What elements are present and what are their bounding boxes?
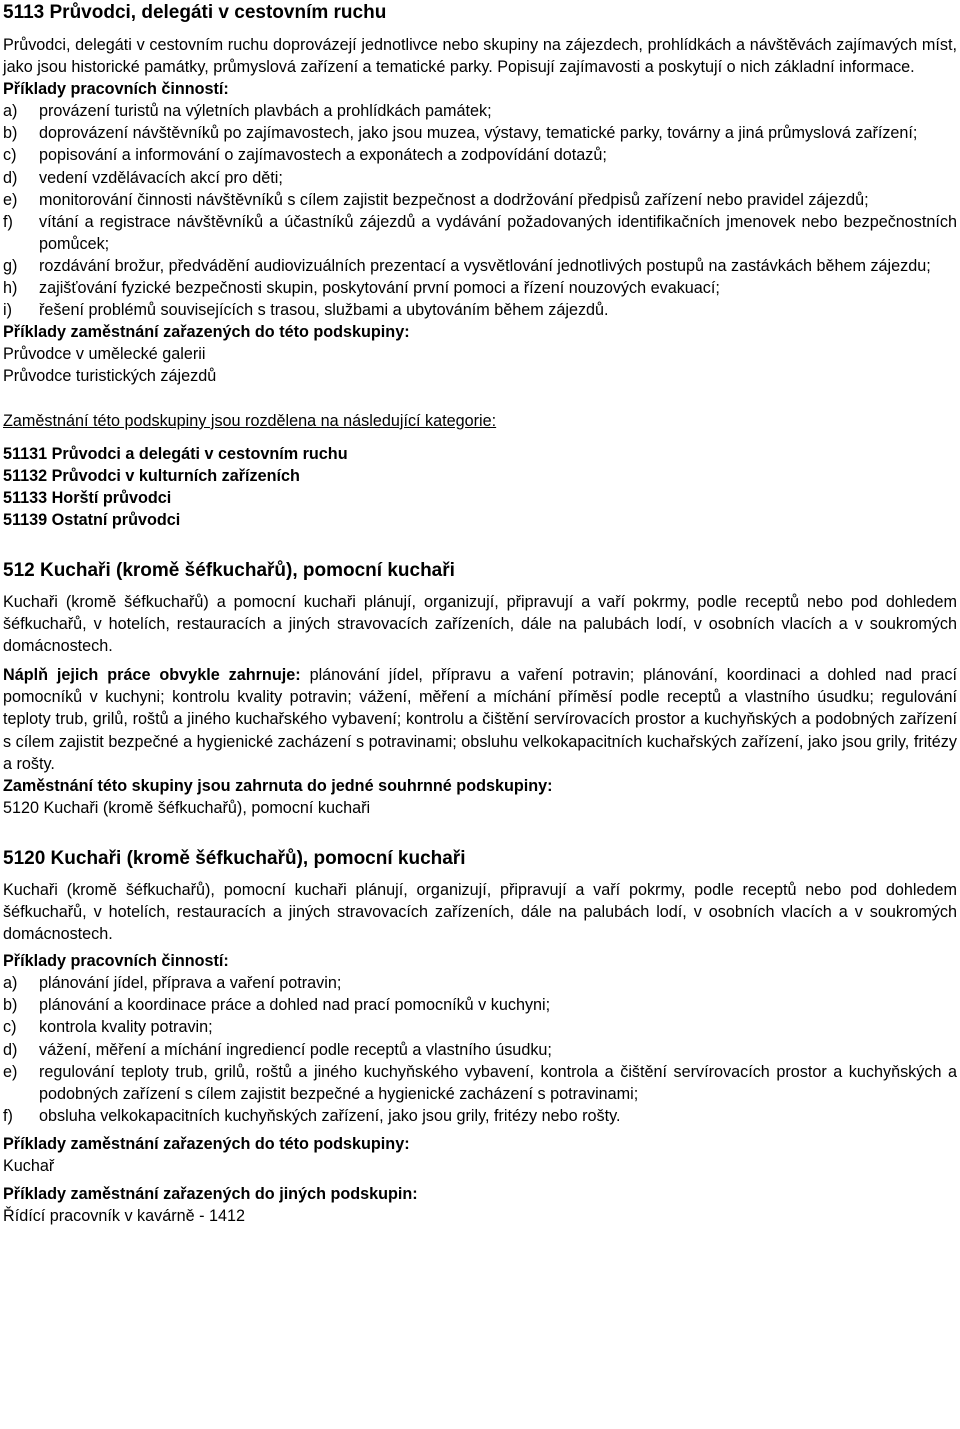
task-text: kontrola kvality potravin;	[39, 1018, 213, 1037]
category-list	[3, 443, 957, 531]
task-letter: h)	[3, 279, 18, 298]
task-item	[3, 255, 957, 277]
category-item: 51132 Průvodci v kulturních zařízeních	[3, 466, 300, 485]
task-text: obsluha velkokapacitních kuchyňských zařízení, jako jsou grily, fritézy nebo rošty.	[39, 1106, 621, 1125]
task-letter: e)	[3, 1062, 18, 1081]
section-intro-5120: Kuchaři (kromě šéfkuchařů), pomocní kuchaři plánují, organizují, připravují a vaří pokrmy, podle receptů nebo pod dohledem šéfkuchařů, v hotelích, restauracích a jiných stravovacích zařízeních, dále na palubách lodí, v osobních vlacích a v soukromých domácnostech.	[3, 880, 957, 944]
jobs-heading-5120: Příklady zaměstnání zařazených do této podskupiny:	[3, 1134, 410, 1153]
task-letter: d)	[3, 1040, 18, 1059]
task-letter: b)	[3, 996, 18, 1015]
task-text: monitorování činnosti návštěvníků s cílem zajistit bezpečnost a dodržování předpisů zařízení nebo pravidel zájezdů;	[39, 190, 869, 209]
task-letter: c)	[3, 146, 17, 165]
jobs-heading-5113: Příklady zaměstnání zařazených do této podskupiny:	[3, 323, 410, 342]
task-item	[3, 1016, 957, 1038]
sub-item-512: 5120 Kuchaři (kromě šéfkuchařů), pomocní kuchaři	[3, 798, 371, 817]
task-item	[3, 100, 957, 122]
job-item: Průvodce v umělecké galerii	[3, 345, 206, 364]
task-text: popisování a informování o zajímavostech a exponátech a zodpovídání dotazů;	[39, 146, 607, 165]
task-text: zajišťování fyzické bezpečnosti skupin, poskytování první pomoci a řízení nouzových evakuací;	[39, 279, 720, 298]
task-text: regulování teploty trub, grilů, roštů a jiného kuchyňského vybavení, kontrola a čištění servírovacích prostor a kuchyňských a podobných zařízení s cílem zajistit bezpečné a hygienické zacházení s potravinami;	[39, 1062, 957, 1103]
task-text: řešení problémů souvisejících s trasou, službami a ubytováním během zájezdů.	[39, 301, 609, 320]
sub-heading-512: Zaměstnání této skupiny jsou zahrnuta do jedné souhrnné podskupiny:	[3, 776, 553, 795]
task-item	[3, 972, 957, 994]
task-text: vítání a registrace návštěvníků a účastníků zájezdů a vydávání požadovaných identifikačních jmenovek nebo bezpečnostních pomůcek;	[39, 212, 957, 253]
tasks-heading-5113: Příklady pracovních činností:	[3, 80, 229, 99]
job-item: Průvodce turistických zájezdů	[3, 367, 217, 386]
section-intro-512: Kuchaři (kromě šéfkuchařů) a pomocní kuchaři plánují, organizují, připravují a vaří pokrmy, podle receptů nebo pod dohledem šéfkuchařů, v hotelích, restauracích a jiných stravovacích zařízeních, dále na palubách lodí, v osobních vlacích a v soukromých domácnostech.	[3, 592, 957, 656]
task-item	[3, 189, 957, 211]
task-item	[3, 1061, 957, 1105]
task-letter: a)	[3, 102, 18, 121]
task-letter: b)	[3, 124, 18, 143]
work-label: Náplň jejich práce obvykle zahrnuje:	[3, 666, 301, 685]
task-text: vedení vzdělávacích akcí pro děti;	[39, 168, 283, 187]
work-description-512	[3, 664, 957, 774]
section-title-512: 512 Kuchaři (kromě šéfkuchařů), pomocní kuchaři	[3, 559, 455, 581]
task-letter: c)	[3, 1018, 17, 1037]
task-letter: d)	[3, 168, 18, 187]
spacer	[3, 388, 957, 410]
other-jobs-heading-5120: Příklady zaměstnání zařazených do jiných podskupin:	[3, 1185, 418, 1204]
task-item	[3, 277, 957, 299]
task-item	[3, 167, 957, 189]
spacer	[3, 819, 957, 847]
task-text: doprovázení návštěvníků po zajímavostech, jako jsou muzea, výstavy, tematické parky, továrny a jiná průmyslová zařízení;	[39, 124, 918, 143]
task-letter: f)	[3, 212, 13, 231]
task-item	[3, 994, 957, 1016]
task-text: provázení turistů na výletních plavbách a prohlídkách památek;	[39, 102, 492, 121]
task-text: plánování jídel, příprava a vaření potravin;	[39, 974, 342, 993]
spacer	[3, 531, 957, 559]
section-title-5113: 5113 Průvodci, delegáti v cestovním ruchu	[3, 2, 387, 23]
task-list-5120	[3, 972, 957, 1127]
task-text: rozdávání brožur, předvádění audiovizuálních prezentací a vysvětlování jednotlivých postupů na zastávkách během zájezdu;	[39, 256, 931, 275]
section-title-5120: 5120 Kuchaři (kromě šéfkuchařů), pomocní kuchaři	[3, 847, 466, 869]
task-item	[3, 299, 957, 321]
task-item	[3, 122, 957, 144]
task-item	[3, 144, 957, 166]
category-item: 51139 Ostatní průvodci	[3, 510, 181, 529]
task-letter: i)	[3, 301, 12, 320]
task-text: vážení, měření a míchání ingrediencí podle receptů a vlastního úsudku;	[39, 1040, 552, 1059]
section-intro-5113: Průvodci, delegáti v cestovním ruchu doprovázejí jednotlivce nebo skupiny na zájezdech, prohlídkách a návštěvách zajímavých míst, jako jsou historické památky, průmyslová zařízení a tematické parky. Popisují zajímavosti a poskytují o nich základní informace.	[3, 36, 957, 77]
task-list-5113	[3, 100, 957, 321]
job-item: Kuchař	[3, 1157, 55, 1176]
task-letter: a)	[3, 974, 18, 993]
tasks-heading-5120: Příklady pracovních činností:	[3, 952, 229, 971]
work-text: plánování jídel, přípravu a vaření potravin; plánování, koordinaci a dohled nad prací pomocníků v kuchyni; kontrolu kvality potravin; vážení, měření a míchání příměsí podle receptů a vlastního úsudku; regulování teploty trub, grilů, roštů a jiného kuchařského vybavení; kontrolu a čištění servírovacích prostor a kuchyňských a podobných zařízení s cílem zajistit bezpečné a hygienické zacházení s potravinami; obsluhu velkokapacitních kuchařských zařízení, jako jsou grily, fritézy a rošty.	[3, 666, 958, 773]
task-item	[3, 1105, 957, 1127]
task-item	[3, 211, 957, 255]
categories-heading: Zaměstnání této podskupiny jsou rozdělena na následující kategorie:	[3, 411, 497, 430]
other-job-item: Řídící pracovník v kavárně - 1412	[3, 1207, 246, 1226]
task-item	[3, 1039, 957, 1061]
task-letter: f)	[3, 1106, 13, 1125]
task-letter: g)	[3, 256, 18, 275]
task-text: plánování a koordinace práce a dohled nad prací pomocníků v kuchyni;	[39, 996, 551, 1015]
task-letter: e)	[3, 190, 18, 209]
category-item: 51131 Průvodci a delegáti v cestovním ruchu	[3, 444, 348, 463]
category-item: 51133 Horští průvodci	[3, 488, 172, 507]
